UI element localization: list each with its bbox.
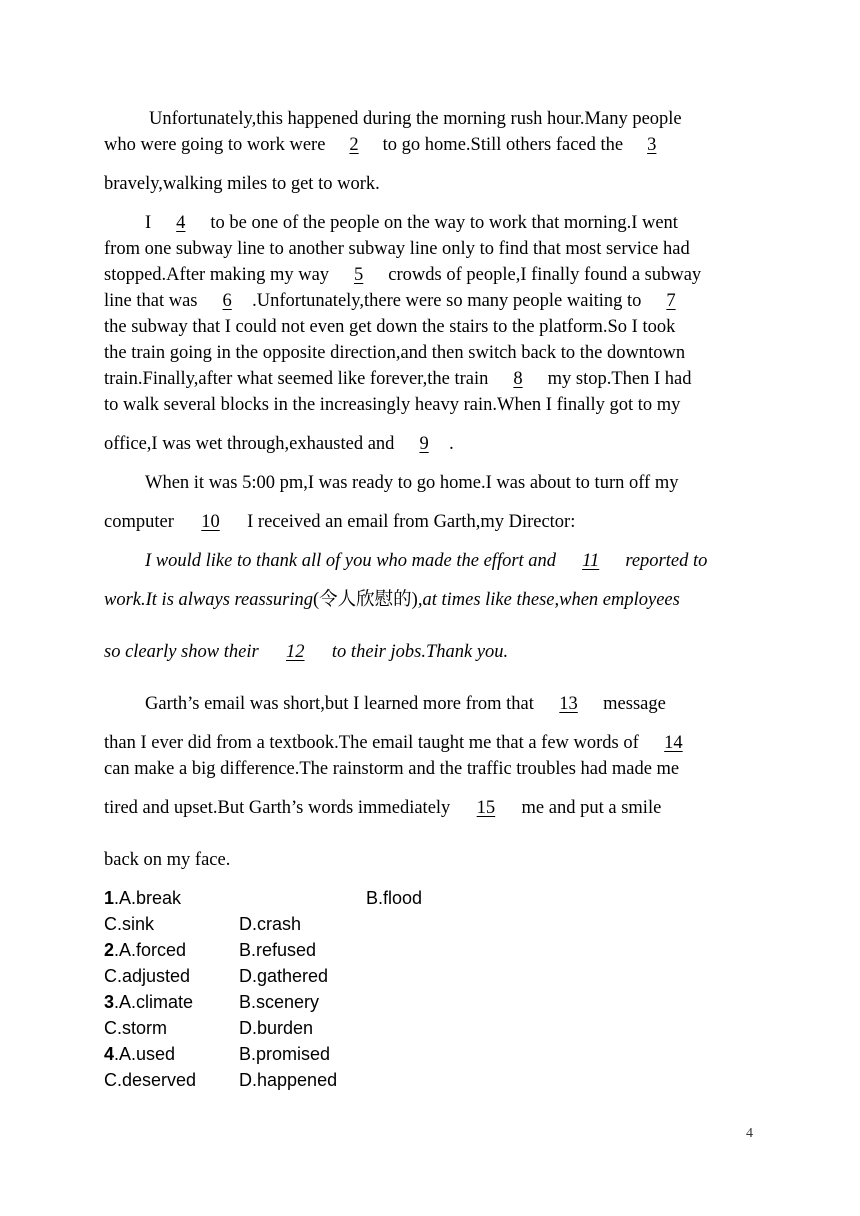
question-4-option-b: B.promised	[239, 1044, 331, 1064]
passage-text: I received an email from Garth,my Director:	[242, 512, 576, 532]
passage-text: computer	[104, 512, 179, 532]
blank-13: 13	[559, 694, 578, 714]
passage-text: I	[145, 213, 156, 233]
passage-line	[104, 511, 575, 533]
passage-line	[145, 550, 707, 572]
question-number: 4	[104, 1044, 115, 1064]
question-2-option-b: B.refused	[239, 940, 317, 960]
passage-note: ,	[554, 590, 560, 610]
blank-10: 10	[201, 512, 220, 532]
blank-9: 9	[419, 434, 429, 454]
question-2-option-d: D.gathered	[239, 966, 329, 986]
passage-text: to walk several blocks in the increasingly heavy rain.When I finally got to my	[104, 395, 681, 415]
passage-text: message	[598, 694, 666, 714]
passage-text: ,at times like these	[417, 590, 555, 610]
passage-line	[104, 264, 701, 286]
passage-text: when employees	[559, 590, 680, 610]
passage-text: Garth’s email was short,but I learned more from that	[145, 694, 539, 714]
passage-line	[104, 797, 661, 819]
passage-line	[104, 342, 685, 364]
option-a-text: .A.used	[114, 1044, 176, 1064]
passage-text: work.It is always reassuring	[104, 590, 313, 610]
passage-text: to their jobs.Thank you.	[327, 642, 509, 662]
passage-text: I would like to thank all of you who made the effort and	[145, 551, 561, 571]
blank-7: 7	[666, 291, 676, 311]
passage-text: me and put a smile	[516, 798, 662, 818]
question-2-option-a	[104, 939, 186, 961]
passage-text: the subway that I could not even get down the stairs to the platform.So I took	[104, 317, 676, 337]
blank-3: 3	[647, 135, 657, 155]
question-number: 3	[104, 992, 115, 1012]
question-number: 1	[104, 888, 115, 908]
question-1-option-d: D.crash	[239, 914, 302, 934]
blank-14: 14	[664, 733, 683, 753]
passage-line	[104, 368, 691, 390]
passage-line	[104, 732, 703, 754]
passage-line	[149, 108, 682, 130]
passage-text: train.Finally,after what seemed like forever,the train	[104, 369, 493, 389]
passage-note: (令人欣慰的)	[313, 590, 418, 610]
blank-12: 12	[286, 642, 305, 662]
passage-line	[104, 641, 508, 663]
passage-text: back on my face.	[104, 850, 231, 870]
passage-line	[104, 238, 690, 260]
passage-text: so clearly show their	[104, 642, 264, 662]
passage-text: line that was	[104, 291, 203, 311]
passage-text: bravely,walking miles to get to work.	[104, 174, 380, 194]
option-a-text: .A.forced	[114, 940, 187, 960]
question-4-option-c: C.deserved	[104, 1070, 197, 1090]
option-a-text: .A.break	[114, 888, 182, 908]
passage-text: to go home.Still others faced the	[378, 135, 628, 155]
passage-text: my stop.Then I had	[542, 369, 692, 389]
passage-text: office,I was wet through,exhausted and	[104, 434, 400, 454]
question-2-option-c: C.adjusted	[104, 966, 191, 986]
passage-line	[104, 394, 680, 416]
blank-8: 8	[513, 369, 523, 389]
question-4-option-a	[104, 1043, 175, 1065]
passage-text: to be one of the people on the way to work that morning.I went	[205, 213, 678, 233]
passage-text: stopped.After making my way	[104, 265, 334, 285]
question-3-option-c: C.storm	[104, 1018, 167, 1038]
question-1-option-a	[104, 887, 181, 909]
passage-text: can make a big difference.The rainstorm and the traffic troubles had made me	[104, 759, 680, 779]
question-1-option-b: B.flood	[366, 888, 423, 908]
passage-text: .	[449, 434, 454, 454]
passage-text: Unfortunately,this happened during the morning rush hour.Many people	[149, 109, 682, 129]
passage-text: crowds of people,I finally found a subway	[383, 265, 702, 285]
blank-4: 4	[176, 213, 186, 233]
blank-15: 15	[476, 798, 496, 818]
option-a-text: .A.climate	[114, 992, 194, 1012]
passage-text: reported to	[620, 551, 708, 571]
passage-text: When it was 5:00 pm,I was ready to go home.I was about to turn off my	[145, 473, 679, 493]
passage-line	[104, 134, 676, 156]
passage-text: who were going to work were	[104, 135, 331, 155]
question-1-option-c: C.sink	[104, 914, 155, 934]
question-3-option-d: D.burden	[239, 1018, 314, 1038]
blank-2: 2	[349, 135, 359, 155]
passage-line	[104, 849, 230, 871]
passage-line	[145, 212, 678, 234]
passage-text: the train going in the opposite direction,and then switch back to the downtown	[104, 343, 686, 363]
passage-text: .Unfortunately,there were so many people waiting to	[252, 291, 646, 311]
passage-line	[104, 433, 454, 455]
passage-line	[104, 290, 696, 312]
question-4-option-d: D.happened	[239, 1070, 338, 1090]
blank-11: 11	[582, 551, 600, 571]
passage-text: than I ever did from a textbook.The email taught me that a few words of	[104, 733, 644, 753]
passage-line	[104, 758, 679, 780]
question-number: 2	[104, 940, 115, 960]
question-3-option-a	[104, 991, 193, 1013]
passage-text: tired and upset.But Garth’s words immediately	[104, 798, 455, 818]
passage-text: from one subway line to another subway line only to find that most service had	[104, 239, 690, 259]
page-number: 4	[746, 1126, 753, 1141]
passage-line	[145, 693, 666, 715]
passage-line	[104, 316, 675, 338]
passage-line	[145, 472, 678, 494]
question-3-option-b: B.scenery	[239, 992, 320, 1012]
blank-5: 5	[354, 265, 364, 285]
passage-line	[104, 589, 680, 611]
passage-line	[104, 173, 380, 195]
blank-6: 6	[222, 291, 232, 311]
